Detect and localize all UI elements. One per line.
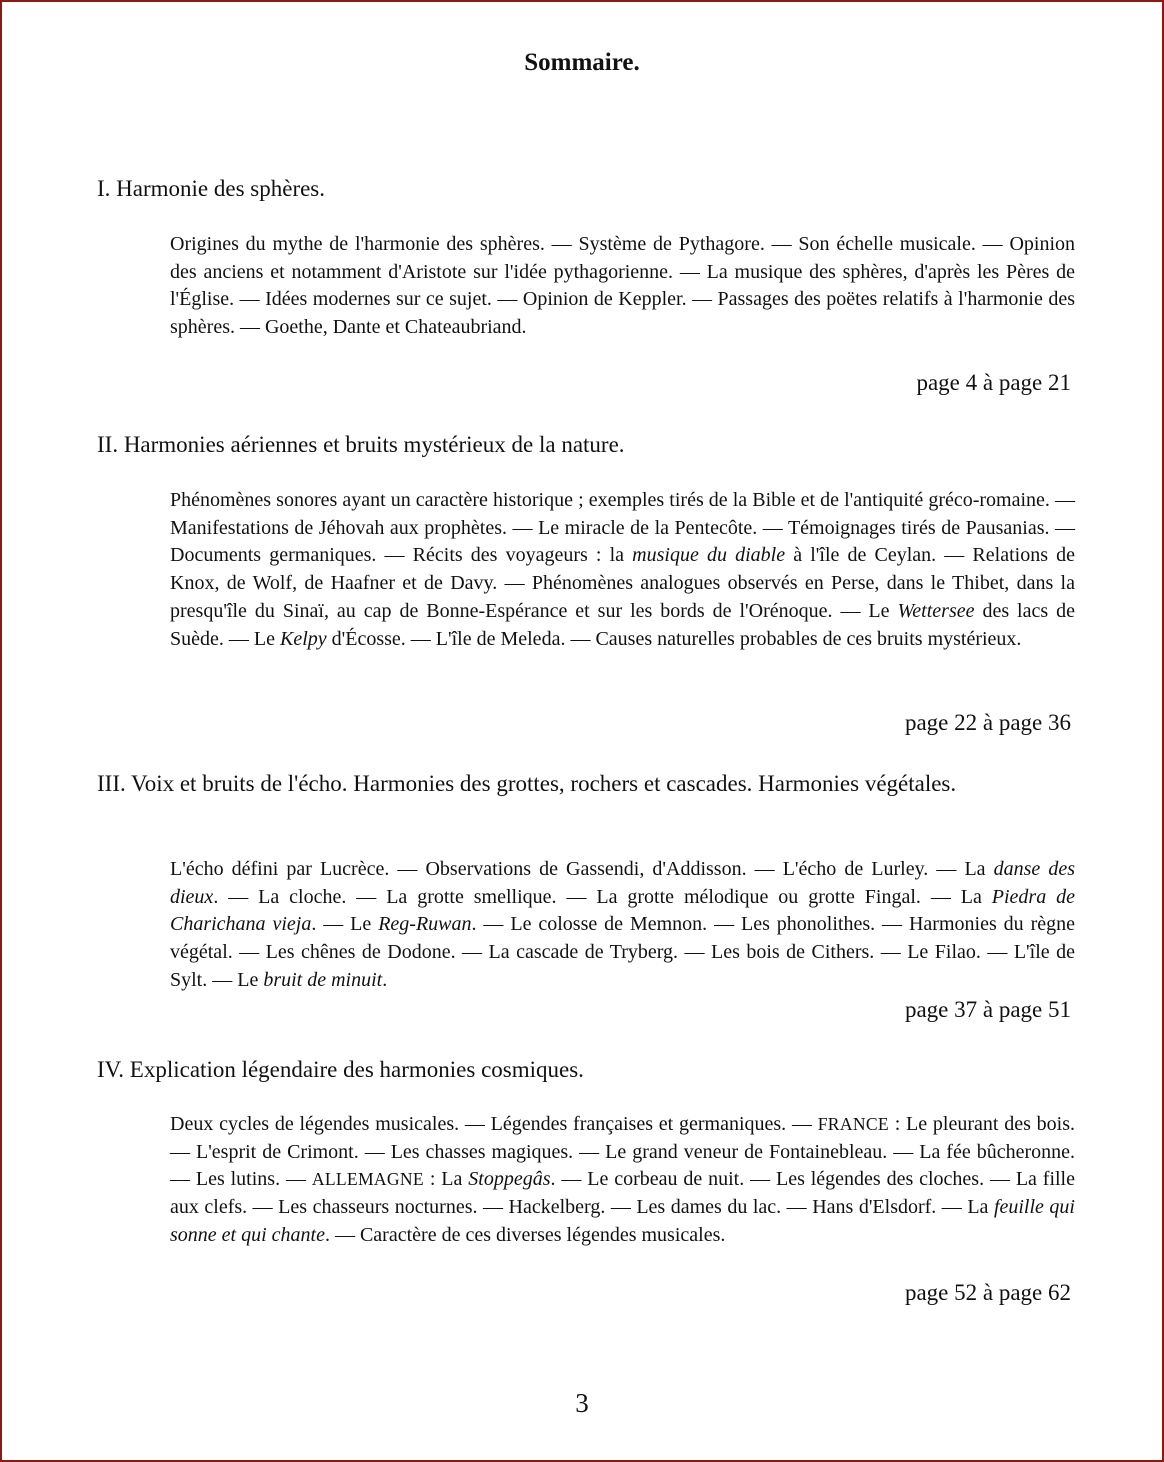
summary-text: d'Écosse. — L'île de Meleda. — Causes naturelles probables de ces bruits mystérieux.: [326, 627, 1022, 650]
summary-text: . — Caractère de ces diverses légendes musicales.: [324, 1223, 726, 1246]
section-2-heading: II. Harmonies aériennes et bruits mystérieux de la nature.: [97, 432, 625, 457]
section-3-summary: [170, 856, 1075, 995]
summary-text: . — Le corbeau de nuit. — Les légendes des cloches. — La fille aux clefs. — Les chasseurs nocturnes. — Hackelberg. — Les dames du lac. — Hans d'Elsdorf. — La: [170, 1168, 1075, 1219]
summary-text: Deux cycles de légendes musicales. — Légendes françaises et germaniques. —: [170, 1113, 818, 1135]
section-1-heading: I. Harmonie des sphères.: [97, 176, 326, 201]
section-4-summary: [170, 1111, 1075, 1250]
summary-text: . — Le: [311, 913, 379, 936]
summary-italic: bruit de minuit: [263, 968, 383, 991]
summary-text: . — Le colosse de Memnon. — Les phonolithes. — Harmonies du règne végétal. — Les chênes de Dodone. — La cascade de Tryberg. — Les bois de Cithers. — Le Filao. — L'île de Sylt. — Le: [170, 913, 1075, 991]
section-3-page-range: page 37 à page 51: [904, 997, 1071, 1022]
section-1-summary: Origines du mythe de l'harmonie des sphères. — Système de Pythagore. — Son échelle musicale. — Opinion des anciens et notamment d'Aristote sur l'idée pythagorienne. — La musique des sphères, d'après les Pères de l'Église. — Idées modernes sur ce sujet. — Opinion de Keppler. — Passages des poëtes relatifs à l'harmonie des sphères. — Goethe, Dante et Chateaubriand.: [170, 233, 1075, 339]
page-title: Sommaire.: [524, 49, 640, 76]
summary-italic: musique du diable: [632, 544, 786, 567]
section-2-page-range: page 22 à page 36: [904, 710, 1071, 735]
summary-italic: Piedra de Charichana vieja: [170, 885, 1075, 936]
summary-text: .: [382, 968, 388, 991]
summary-italic: feuille qui sonne et qui chante: [170, 1196, 1075, 1246]
summary-italic: Wettersee: [897, 599, 975, 622]
summary-text: L'écho défini par Lucrèce. — Observations de Gassendi, d'Addisson. — L'écho de Lurley. — La: [170, 858, 994, 880]
summary-italic: Kelpy: [279, 627, 327, 650]
summary-italic: Reg-Ruwan: [378, 913, 472, 936]
summary-text: . — La cloche. — La grotte smellique. — La grotte mélodique ou grotte Fingal. — La: [213, 885, 992, 908]
section-4-heading: IV. Explication légendaire des harmonies cosmiques.: [97, 1057, 584, 1082]
summary-smallcaps: FRANCE: [817, 1114, 889, 1134]
section-4-page-range: page 52 à page 62: [904, 1280, 1071, 1305]
summary-text: des lacs de Suède. — Le: [170, 599, 1075, 650]
summary-text: à l'île de Ceylan. — Relations de Knox, de Wolf, de Haafner et de Davy. — Phénomènes analogues observés en Perse, dans le Thibet, dans la presqu'île du Sinaï, au cap de Bonne-Espérance et sur les bords de l'Orénoque. — Le: [170, 544, 1075, 622]
section-3-heading: III. Voix et bruits de l'écho. Harmonies des grottes, rochers et cascades. Harmonies végétales.: [97, 771, 957, 796]
summary-text: : La: [423, 1168, 469, 1191]
page-number: 3: [575, 1388, 589, 1418]
summary-italic: danse des dieux: [170, 858, 1075, 908]
summary-text: : Le pleurant des bois. — L'esprit de Crimont. — Les chasses magiques. — Le grand veneur de Fontainebleau. — La fée bûcheronne. — Les lutins. —: [170, 1113, 1075, 1191]
summary-smallcaps: ALLEMAGNE: [311, 1169, 424, 1190]
section-1-page-range: page 4 à page 21: [916, 370, 1071, 395]
summary-italic: Stoppegâs: [468, 1168, 551, 1191]
summary-text: Phénomènes sonores ayant un caractère historique ; exemples tirés de la Bible et de l'antiquité gréco-romaine. — Manifestations de Jéhovah aux prophètes. — Le miracle de la Pentecôte. — Témoignages tirés de Pausanias. — Documents germaniques. — Récits des voyageurs : la: [170, 489, 1075, 567]
section-2-summary: [170, 487, 1075, 653]
